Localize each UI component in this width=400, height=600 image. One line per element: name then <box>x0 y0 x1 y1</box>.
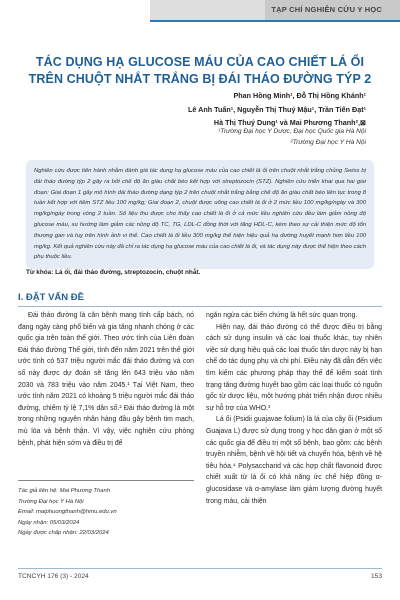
affiliations <box>46 126 366 148</box>
authors-line-1: Phan Hồng Minh¹, Đỗ Thị Hồng Khánh¹ <box>233 91 366 100</box>
footer-rule <box>18 568 382 569</box>
authors-line-2: Lê Anh Tuấn¹, Nguyễn Thị Thuý Mậu¹, Trần Tiến Đạt¹ <box>188 104 366 114</box>
body-column-right <box>206 310 382 507</box>
note-accepted: Ngày được chấp nhận: 22/03/2024 <box>18 530 109 536</box>
note-email: Email: maiphuongthanh@hmu.edu.vn <box>18 509 117 515</box>
note-line: Tác giả liên hệ: Mai Phương Thanh <box>18 488 111 494</box>
footer-journal-issue: TCNCYH 176 (3) - 2024 <box>18 573 89 580</box>
body-paragraph: ngăn ngừa các biến chứng là hết sức quan trọng. <box>206 312 358 319</box>
section-heading: I. ĐẶT VẤN ĐỀ <box>18 292 84 303</box>
body-paragraph: Đái tháo đường là căn bệnh mang tính cấp bách, nó đang ngày càng phổ biến và gia tăng nhanh chóng ở các quốc gia trên toàn thế giới. Theo ước tính của Liên đoàn Đái tháo đường Thế giới, tính đến năm 2021 trên thế giới ước tính có 537 triệu người mắc đái tháo đường và con số này được dự đoán sẽ tăng lên 643 triệu vào năm 2030 và 783 triệu vào năm 2045.¹ Tại Việt Nam, theo ước tính năm 2021 có khoảng 5 triệu người mắc đái tháo đường, chiếm tỷ lệ 7,1% dân số.² Đái tháo đường là một trong những nguyên nhân hàng đầu gây bệnh tim mạch, mù lòa và bệnh thận. Vì vậy, việc nghiên cứu phòng bệnh, phát hiện sớm và điều trị để <box>18 312 194 447</box>
page-number: 153 <box>370 573 382 580</box>
journal-header <box>0 0 400 24</box>
section-rule <box>18 306 382 307</box>
abstract-text: Nghiên cứu được tiến hành nhằm đánh giá tác dụng hạ glucose máu của cao chiết lá ổi trên chuột nhắt trắng chủng Swiss bị đái tháo đường týp 2 gây ra bởi chế độ ăn giàu chất béo kết hợp với streptozocin (STZ). Nghiên cứu triển khai qua hai giai đoạn: Giai đoạn 1 gây mô hình đái tháo đường dạng týp 2 trên chuột nhắt trắng bằng chế độ ăn giàu chất béo liên tục trong 8 tuần kết hợp với tiêm STZ liều 100 mg/kg; Giai đoạn 2, chuột được uống cao chiết lá ổi ở 2 mức liều 100 mg/kg/ngày và 300 mg/kg/ngày trong vòng 2 tuần. Số liệu thu được cho thấy cao chiết lá ổi ở cả mức liều nghiên cứu đều làm giảm nồng độ glucose máu, xu hướng làm giảm các nồng độ TC, TG, LDL-C đồng thời với tăng HDL-C, kèm theo sự cải thiện mức độ tổn thương gan và tuỵ trên hình ảnh vi thể. Cao chiết lá ổi liều 300 mg/kg thể hiện hiệu quả hạ đường huyết mạnh hơn liều 100 mg/kg. Kết quả nghiên cứu này đã chỉ ra tác dụng hạ glucose máu của cao chiết lá ổi, và tác dụng này được thể hiện theo cách phụ thuộc liều. <box>34 168 366 261</box>
abstract-box <box>26 160 374 269</box>
keywords: Từ khóa: Lá ổi, đái tháo đường, streptozocin, chuột nhắt. <box>26 269 201 276</box>
journal-name: TẠP CHÍ NGHIÊN CỨU Y HỌC <box>271 5 382 14</box>
article-title <box>20 54 380 88</box>
author-list <box>46 89 366 130</box>
header-rule <box>150 20 400 22</box>
authors-line-3: Hà Thị Thuý Dung¹ và Mai Phương Thanh²,⊠ <box>213 118 366 127</box>
body-paragraph: Hiện nay, đái tháo đường có thể được điều trị bằng cách sử dụng insulin và các loại thuốc khác, tuy nhiên việc sử dụng hiệu quả các loại thuốc tân dược này bị hạn chế do tác dụng phụ và chi phí. Điều này đã dẫn đến việc tìm kiếm các phương pháp thay thế để kiểm soát tình trạng tăng đường huyết bao gồm các loại thuốc có nguồn gốc từ dược liệu, một hướng phát triển nhận được nhiều sự hỗ trợ của WHO.³ <box>206 323 382 412</box>
affiliation-1: ¹Trường Đại học Y Dược, Đại học Quốc gia Hà Nội <box>218 128 366 135</box>
note-line: Trường Đại học Y Hà Nội <box>18 498 84 505</box>
corresponding-author-note <box>18 480 194 539</box>
affiliation-2: ²Trường Đại học Y Hà Nội <box>290 139 366 146</box>
body-column-left <box>18 310 194 449</box>
body-paragraph: Lá ổi (Psidii guajavae folium) là lá của cây ổi (Psidium Guajava L) được sử dụng trong y học dân gian ở một số các quốc gia để điều trị một số bệnh, bao gồm: các bệnh truyền nhiễm, bệnh về hội tiết và chuyển hóa, bệnh về hệ tiêu hóa.⁴ Polysaccharid và các hợp chất flavonoid được chiết xuất từ lá ổi có khả năng ức chế hiệp đồng α-glucosidase và α-amylase làm giảm lượng đường huyết trong máu, cải thiện <box>206 416 382 505</box>
title-line-2: TRÊN CHUỘT NHẮT TRẮNG BỊ ĐÁI THÁO ĐƯỜNG TÝP 2 <box>28 72 372 86</box>
title-line-1: TÁC DỤNG HẠ GLUCOSE MÁU CỦA CAO CHIẾT LÁ ỔI <box>35 55 365 69</box>
note-received: Ngày nhận: 05/03/2024 <box>18 519 80 526</box>
